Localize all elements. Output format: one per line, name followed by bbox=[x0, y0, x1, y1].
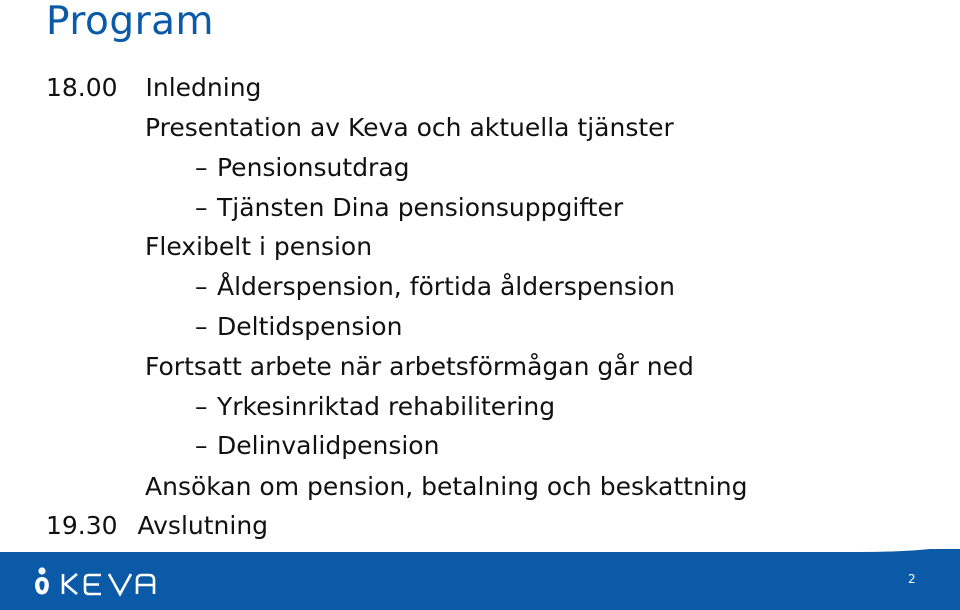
agenda-subitem-rehabilitering: – Yrkesinriktad rehabilitering bbox=[195, 392, 556, 421]
agenda-item-fortsatt-arbete: Fortsatt arbete när arbetsförmågan går ned bbox=[145, 352, 694, 381]
agenda-subitem-delinvalidpension: – Delinvalidpension bbox=[195, 431, 440, 460]
page-number: 2 bbox=[908, 572, 916, 586]
end-time: 19.30 bbox=[46, 511, 118, 540]
agenda-item-flexibelt: Flexibelt i pension bbox=[145, 232, 373, 261]
end-label: Avslutning bbox=[137, 511, 269, 540]
agenda-item-ansokan: Ansökan om pension, betalning och beskattning bbox=[145, 472, 748, 501]
start-time: 18.00 bbox=[46, 73, 118, 102]
keva-logo-icon bbox=[33, 566, 173, 598]
agenda-subitem-pensionsutdrag: – Pensionsutdrag bbox=[195, 153, 410, 182]
page-title: Program bbox=[46, 0, 215, 44]
agenda-start bbox=[46, 73, 261, 103]
agenda-subitem-deltidspension: – Deltidspension bbox=[195, 312, 403, 341]
agenda-end bbox=[46, 511, 268, 541]
agenda-subitem-dina-pensionsuppgifter: – Tjänsten Dina pensionsuppgifter bbox=[195, 193, 624, 222]
agenda-subitem-alderspension: – Ålderspension, förtida ålderspension bbox=[195, 272, 675, 301]
agenda-item-presentation: Presentation av Keva och aktuella tjänster bbox=[145, 113, 674, 142]
keva-logo bbox=[33, 566, 173, 602]
start-label: Inledning bbox=[145, 73, 262, 102]
